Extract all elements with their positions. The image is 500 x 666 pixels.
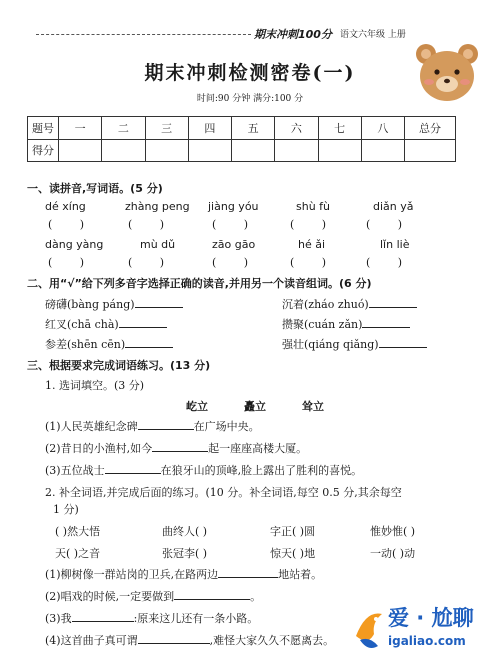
pinyin: dé xíng [45, 200, 86, 213]
fill-question: (2)昔日的小渔村,如今 起一座座高楼大厦。 [45, 442, 308, 455]
idiom-fill[interactable]: 字正( )圆 [270, 525, 316, 538]
word-choice: 矗立 [244, 400, 266, 413]
word-choice: 屹立 [186, 400, 208, 413]
idiom-fill[interactable]: 张冠李( ) [162, 547, 208, 560]
answer-line[interactable] [125, 337, 173, 348]
polyphone-item [45, 296, 183, 312]
sub2-title-cont: 1 分) [53, 503, 79, 516]
answer-blank[interactable]: ( ) [290, 256, 327, 269]
exercise-question: (4)这首曲子真可谓 ,难怪大家久久不愿离去。 [45, 634, 335, 647]
pinyin: hé ǎi [298, 238, 326, 251]
pinyin: dàng yàng [45, 238, 104, 251]
answer-line[interactable] [362, 317, 410, 328]
word-choice: 耸立 [302, 400, 324, 413]
answer-line[interactable] [105, 463, 161, 474]
polyphone-word: 红叉(chā chà) [45, 318, 119, 331]
polyphone-item [45, 316, 167, 332]
score-input-cell[interactable] [361, 139, 404, 162]
polyphone-item [282, 336, 427, 352]
score-cell: 题号 [28, 117, 59, 140]
answer-line[interactable] [379, 337, 427, 348]
exercise-question: (1)柳树像一群站岗的卫兵,在路两边 地站着。 [45, 568, 323, 581]
answer-blank[interactable]: ( ) [128, 218, 165, 231]
idiom-fill[interactable]: 天( )之音 [55, 547, 101, 560]
answer-line[interactable] [72, 611, 134, 622]
fill-question: (3)五位战士 在狼牙山的顶峰,脸上露出了胜利的喜悦。 [45, 464, 363, 477]
grade-label: 语文六年级 上册 [340, 30, 406, 40]
score-cell: 四 [188, 117, 231, 140]
answer-line[interactable] [135, 297, 183, 308]
score-cell: 二 [102, 117, 145, 140]
polyphone-item [45, 336, 173, 352]
score-input-cell[interactable] [275, 139, 318, 162]
score-cell: 得分 [28, 139, 59, 162]
site-watermark [352, 600, 500, 666]
answer-blank[interactable]: ( ) [212, 256, 249, 269]
score-input-cell[interactable] [145, 139, 188, 162]
score-cell: 一 [59, 117, 102, 140]
exercise-question: (2)唱戏的时候,一定要做到 。 [45, 590, 262, 603]
score-input-cell[interactable] [232, 139, 275, 162]
answer-blank[interactable]: ( ) [366, 256, 403, 269]
polyphone-word: 磅礴(bàng páng) [45, 298, 135, 311]
pinyin: zāo gāo [212, 238, 256, 251]
polyphone-word: 强壮(qiáng qiǎng) [282, 338, 379, 351]
pinyin: mù dǔ [140, 238, 176, 251]
exercise-question: (3)我 :原来这儿还有一条小路。 [45, 612, 259, 625]
pinyin: shù fù [296, 200, 331, 213]
section3-title: 三、根据要求完成词语练习。(13 分) [27, 359, 211, 372]
answer-line[interactable] [218, 567, 278, 578]
score-cell: 六 [275, 117, 318, 140]
idiom-fill[interactable]: ( )然大悟 [55, 525, 101, 538]
watermark-text: 爱 · 尬聊 [388, 606, 474, 630]
score-cell: 七 [318, 117, 361, 140]
fill-question: (1)人民英雄纪念碑 在广场中央。 [45, 420, 260, 433]
brand-label: 期末冲刺100分 [254, 28, 332, 41]
idiom-fill[interactable]: 惊天( )地 [270, 547, 316, 560]
score-cell: 八 [361, 117, 404, 140]
answer-blank[interactable]: ( ) [366, 218, 403, 231]
score-input-cell[interactable] [102, 139, 145, 162]
score-input-cell[interactable] [405, 139, 456, 162]
polyphone-word: 攒聚(cuán zǎn) [282, 318, 363, 331]
pinyin: lǐn liè [380, 238, 410, 251]
answer-line[interactable] [152, 441, 208, 452]
sub1-title: 1. 选词填空。(3 分) [45, 379, 145, 392]
answer-blank[interactable]: ( ) [212, 218, 249, 231]
idiom-fill[interactable]: 曲终人( ) [162, 525, 208, 538]
watermark-url: igaliao.com [388, 634, 466, 648]
score-table-header-row [28, 117, 456, 140]
score-input-cell[interactable] [318, 139, 361, 162]
answer-line[interactable] [174, 589, 250, 600]
polyphone-item [282, 296, 417, 312]
answer-blank[interactable]: ( ) [48, 256, 85, 269]
sub2-title: 2. 补全词语,并完成后面的练习。(10 分。补全词语,每空 0.5 分,其余每空 [45, 486, 402, 499]
score-cell: 总分 [405, 117, 456, 140]
score-cell: 三 [145, 117, 188, 140]
answer-line[interactable] [119, 317, 167, 328]
answer-blank[interactable]: ( ) [48, 218, 85, 231]
bird-logo-icon [352, 606, 386, 654]
pinyin: diǎn yǎ [373, 200, 414, 213]
pinyin: jiàng yóu [208, 200, 259, 213]
score-input-cell[interactable] [188, 139, 231, 162]
polyphone-word: 沉着(zháo zhuó) [282, 298, 369, 311]
page-title: 期末冲刺检测密卷(一) [144, 62, 356, 84]
answer-blank[interactable]: ( ) [290, 218, 327, 231]
answer-blank[interactable]: ( ) [128, 256, 165, 269]
score-table-score-row [28, 139, 456, 162]
answer-line[interactable] [138, 633, 210, 644]
pinyin: zhàng peng [125, 200, 190, 213]
polyphone-word: 参差(shēn cēn) [45, 338, 126, 351]
header-dashed-line [36, 34, 251, 35]
idiom-fill[interactable]: 惟妙惟( ) [370, 525, 416, 538]
polyphone-item [282, 316, 410, 332]
score-input-cell[interactable] [59, 139, 102, 162]
section2-title: 二、用“√”给下列多音字选择正确的读音,并用另一个读音组词。(6 分) [27, 277, 372, 290]
section1-title: 一、读拼音,写词语。(5 分) [27, 182, 163, 195]
answer-line[interactable] [369, 297, 417, 308]
score-table [27, 116, 456, 162]
answer-line[interactable] [138, 419, 194, 430]
idiom-fill[interactable]: 一动( )动 [370, 547, 416, 560]
score-cell: 五 [232, 117, 275, 140]
exam-meta: 时间:90 分钟 满分:100 分 [196, 94, 304, 104]
